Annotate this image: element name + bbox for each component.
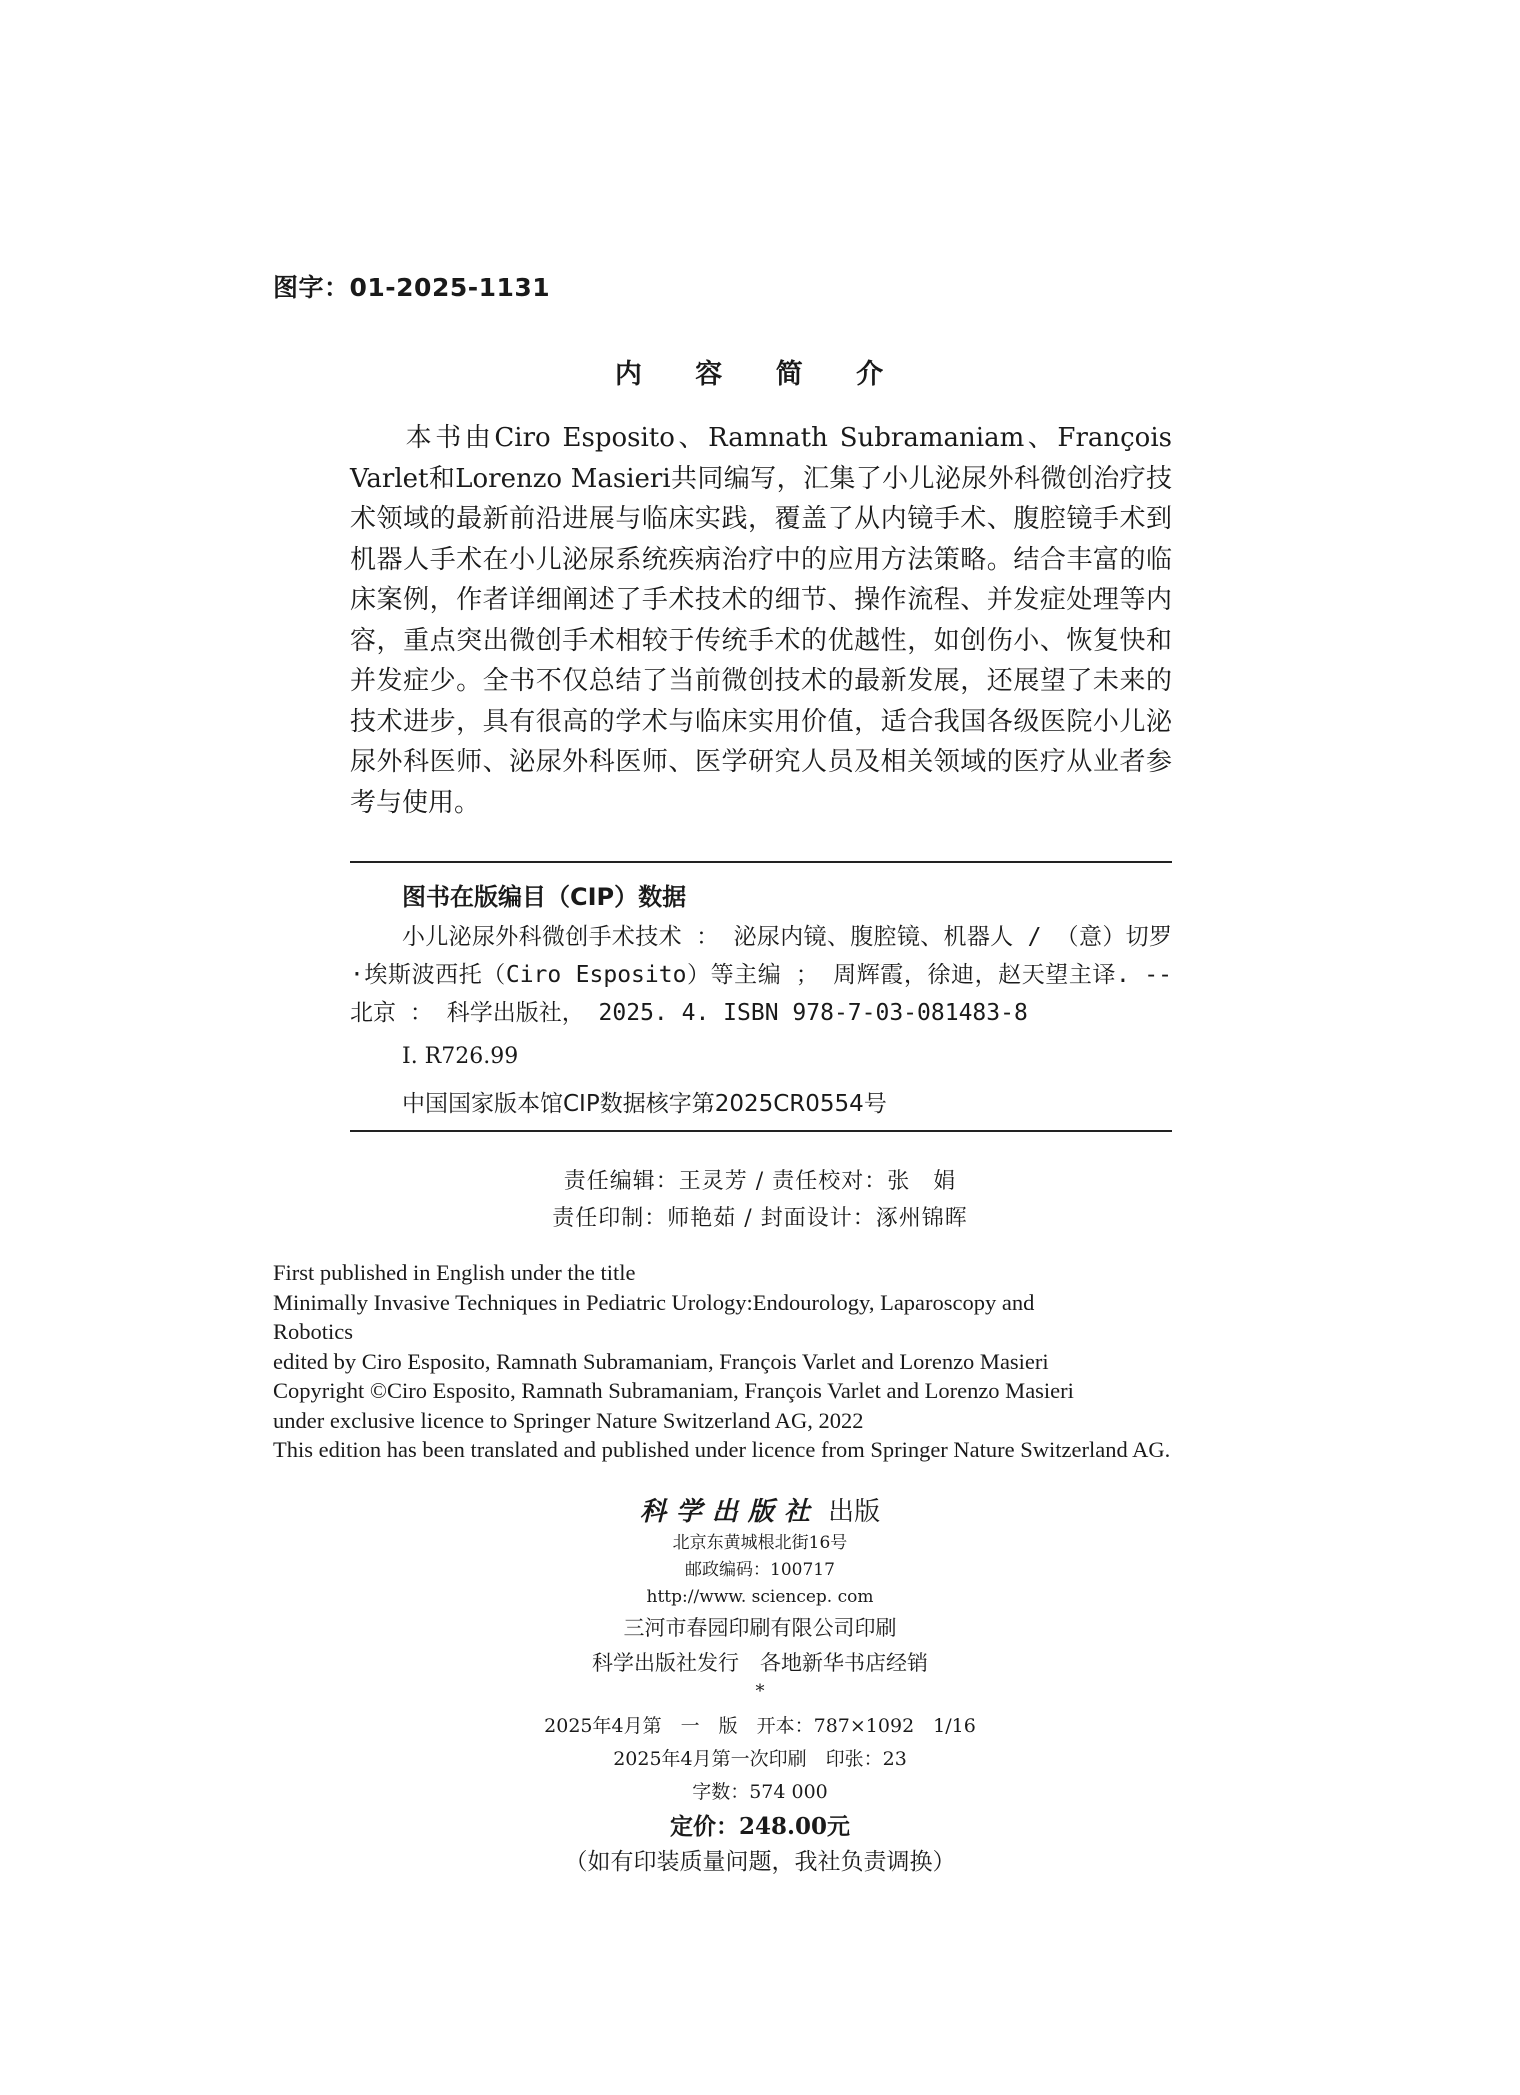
distribution-info: 科学出版社发行 各地新华书店经销 — [592, 1651, 928, 1675]
summary-title: 内 容 简 介 — [614, 359, 906, 390]
publication-info — [0, 1494, 1520, 1879]
publisher-address: 北京东黄城根北街16号 — [672, 1533, 848, 1553]
copyright-registration-number: 图字：01-2025-1131 — [273, 273, 551, 302]
english-line: This edition has been translated and published under licence from Springer Nature Switzerland AG. — [273, 1437, 1171, 1462]
english-copyright-notice — [273, 1258, 1273, 1465]
publisher-postcode: 邮政编码：100717 — [685, 1560, 835, 1580]
english-line: First published in English under the title — [273, 1260, 636, 1285]
english-line: Minimally Invasive Techniques in Pediatric Urology:Endourology, Laparoscopy and — [273, 1289, 1035, 1315]
publisher-url: http://www. sciencep. com — [646, 1587, 874, 1607]
english-line: Robotics — [273, 1319, 354, 1344]
cip-number: 中国国家版本馆CIP数据核字第2025CR0554号 — [402, 1091, 887, 1117]
publish-word: 出版 — [828, 1497, 881, 1527]
price: 定价：248.00元 — [669, 1813, 851, 1840]
cip-entry: 小儿泌尿外科微创手术技术 ： 泌尿内镜、腹腔镜、机器人 / （意）切罗·埃斯波西托（Ciro Esposito）等主编 ； 周辉霞，徐迪，赵天望主译. -- 北京 ： 科学出版社， 2025. 4. ISBN 978-7-03-081483-8 — [350, 924, 1172, 1026]
summary-paragraph — [350, 418, 1172, 823]
cip-heading: 图书在版编目（CIP）数据 — [402, 883, 687, 911]
word-count: 字数：574 000 — [692, 1781, 828, 1803]
english-line: under exclusive licence to Springer Nature Switzerland AG, 2022 — [273, 1407, 864, 1433]
printer-info: 三河市春园印刷有限公司印刷 — [623, 1616, 897, 1640]
editors-line-2: 责任印制：师艳茹 / 封面设计：涿州锦晖 — [552, 1206, 968, 1231]
english-line: edited by Ciro Esposito, Ramnath Subramaniam, François Varlet and Lorenzo Masieri — [273, 1348, 1049, 1374]
cip-data-block — [350, 861, 1172, 1132]
publisher-logo-name: 科学出版社 — [639, 1497, 820, 1527]
quality-note: （如有印装质量问题，我社负责调换） — [564, 1849, 956, 1875]
edition-line-1: 2025年4月第 一 版 开本：787×1092 1/16 — [544, 1715, 976, 1737]
editors-line-1: 责任编辑：王灵芳 / 责任校对：张 娟 — [563, 1169, 957, 1194]
responsible-editors — [0, 1163, 1520, 1237]
separator-star: * — [755, 1681, 765, 1702]
cip-classification: Ⅰ. R726.99 — [402, 1044, 519, 1069]
english-line: Copyright ©Ciro Esposito, Ramnath Subramaniam, François Varlet and Lorenzo Masieri — [273, 1378, 1074, 1403]
publisher-line — [0, 1494, 1520, 1530]
edition-line-2: 2025年4月第一次印刷 印张：23 — [613, 1748, 907, 1770]
summary-text: 本书由Ciro Esposito、Ramnath Subramaniam、François Varlet和Lorenzo Masieri共同编写，汇集了小儿泌尿外科微创治疗技术领域的最新前沿进展与临床实践，覆盖了从内镜手术、腹腔镜手术到机器人手术在小儿泌尿系统疾病治疗中的应用方法策略。结合丰富的临床案例，作者详细阐述了手术技术的细节、操作流程、并发症处理等内容，重点突出微创手术相较于传统手术的优越性，如创伤小、恢复快和并发症少。全书不仅总结了当前微创技术的最新发展，还展望了未来的技术进步，具有很高的学术与临床实用价值，适合我国各级医院小儿泌尿外科医师、泌尿外科医师、医学研究人员及相关领域的医疗从业者参考与使用。 — [350, 423, 1172, 818]
